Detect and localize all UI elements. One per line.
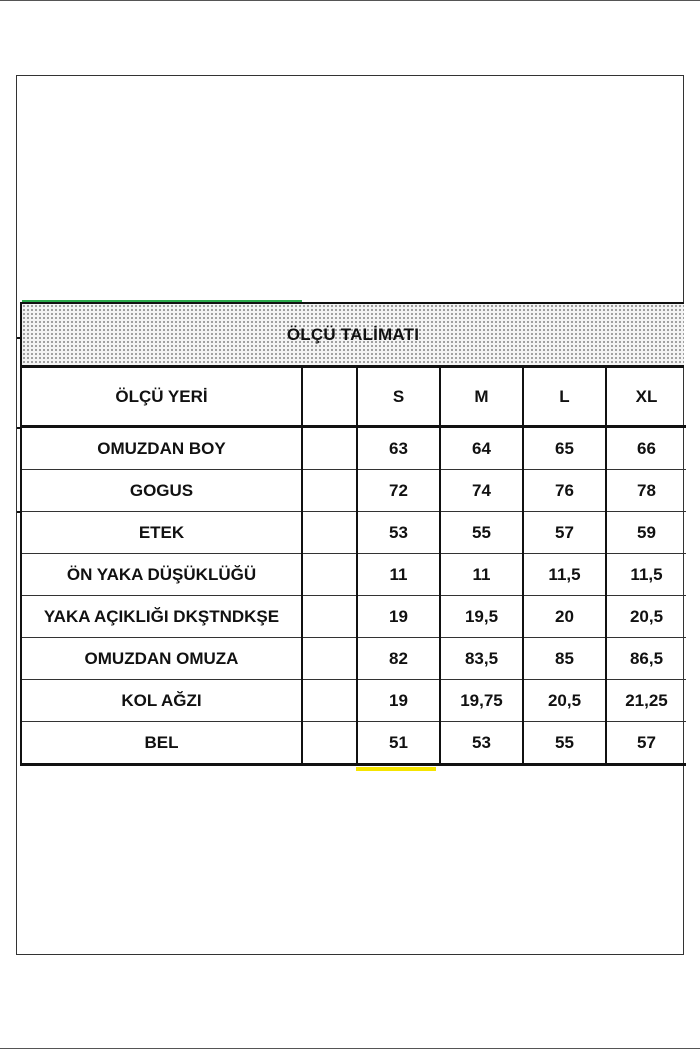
value-l: 11,5 bbox=[523, 554, 606, 596]
value-s: 51 bbox=[357, 722, 440, 765]
row-label: OMUZDAN OMUZA bbox=[21, 638, 302, 680]
value-s: 63 bbox=[357, 427, 440, 470]
table-row bbox=[21, 427, 686, 470]
value-xl: 78 bbox=[606, 470, 686, 512]
blank-cell bbox=[302, 470, 357, 512]
value-s: 11 bbox=[357, 554, 440, 596]
size-table bbox=[20, 368, 686, 766]
table-row bbox=[21, 470, 686, 512]
value-m: 11 bbox=[440, 554, 523, 596]
value-s: 82 bbox=[357, 638, 440, 680]
header-size-xl: XL bbox=[606, 368, 686, 427]
blank-cell bbox=[302, 427, 357, 470]
header-size-l: L bbox=[523, 368, 606, 427]
value-l: 55 bbox=[523, 722, 606, 765]
header-blank-cell bbox=[302, 368, 357, 427]
value-s: 19 bbox=[357, 680, 440, 722]
row-label: GOGUS bbox=[21, 470, 302, 512]
value-m: 19,5 bbox=[440, 596, 523, 638]
header-size-m: M bbox=[440, 368, 523, 427]
blank-cell bbox=[302, 596, 357, 638]
row-label: OMUZDAN BOY bbox=[21, 427, 302, 470]
table-row bbox=[21, 554, 686, 596]
value-xl: 20,5 bbox=[606, 596, 686, 638]
value-m: 64 bbox=[440, 427, 523, 470]
row-label: ÖN YAKA DÜŞÜKLÜĞÜ bbox=[21, 554, 302, 596]
table-row bbox=[21, 512, 686, 554]
row-label: YAKA AÇIKLIĞI DKŞTNDKŞE bbox=[21, 596, 302, 638]
row-label: KOL AĞZI bbox=[21, 680, 302, 722]
table-row bbox=[21, 722, 686, 765]
value-s: 72 bbox=[357, 470, 440, 512]
row-label: ETEK bbox=[21, 512, 302, 554]
value-l: 20 bbox=[523, 596, 606, 638]
title-band bbox=[20, 302, 684, 368]
value-xl: 86,5 bbox=[606, 638, 686, 680]
value-m: 19,75 bbox=[440, 680, 523, 722]
blank-cell bbox=[302, 554, 357, 596]
size-chart-sheet bbox=[20, 302, 684, 766]
table-row bbox=[21, 638, 686, 680]
value-s: 19 bbox=[357, 596, 440, 638]
value-m: 74 bbox=[440, 470, 523, 512]
header-row bbox=[21, 368, 686, 427]
value-xl: 66 bbox=[606, 427, 686, 470]
blank-cell bbox=[302, 512, 357, 554]
value-xl: 21,25 bbox=[606, 680, 686, 722]
sheet-title: ÖLÇÜ TALİMATI bbox=[286, 324, 420, 344]
blank-cell bbox=[302, 680, 357, 722]
value-l: 76 bbox=[523, 470, 606, 512]
page-edge-bottom bbox=[0, 1048, 700, 1049]
value-m: 53 bbox=[440, 722, 523, 765]
cell-highlight-marker bbox=[356, 767, 436, 771]
value-m: 83,5 bbox=[440, 638, 523, 680]
blank-cell bbox=[302, 638, 357, 680]
row-label: BEL bbox=[21, 722, 302, 765]
value-l: 85 bbox=[523, 638, 606, 680]
page-edge-top bbox=[0, 0, 700, 1]
value-xl: 57 bbox=[606, 722, 686, 765]
blank-cell bbox=[302, 722, 357, 765]
value-l: 20,5 bbox=[523, 680, 606, 722]
value-s: 53 bbox=[357, 512, 440, 554]
value-xl: 59 bbox=[606, 512, 686, 554]
table-row bbox=[21, 596, 686, 638]
value-m: 55 bbox=[440, 512, 523, 554]
table-row bbox=[21, 680, 686, 722]
value-xl: 11,5 bbox=[606, 554, 686, 596]
value-l: 57 bbox=[523, 512, 606, 554]
header-place: ÖLÇÜ YERİ bbox=[21, 368, 302, 427]
value-l: 65 bbox=[523, 427, 606, 470]
header-size-s: S bbox=[357, 368, 440, 427]
